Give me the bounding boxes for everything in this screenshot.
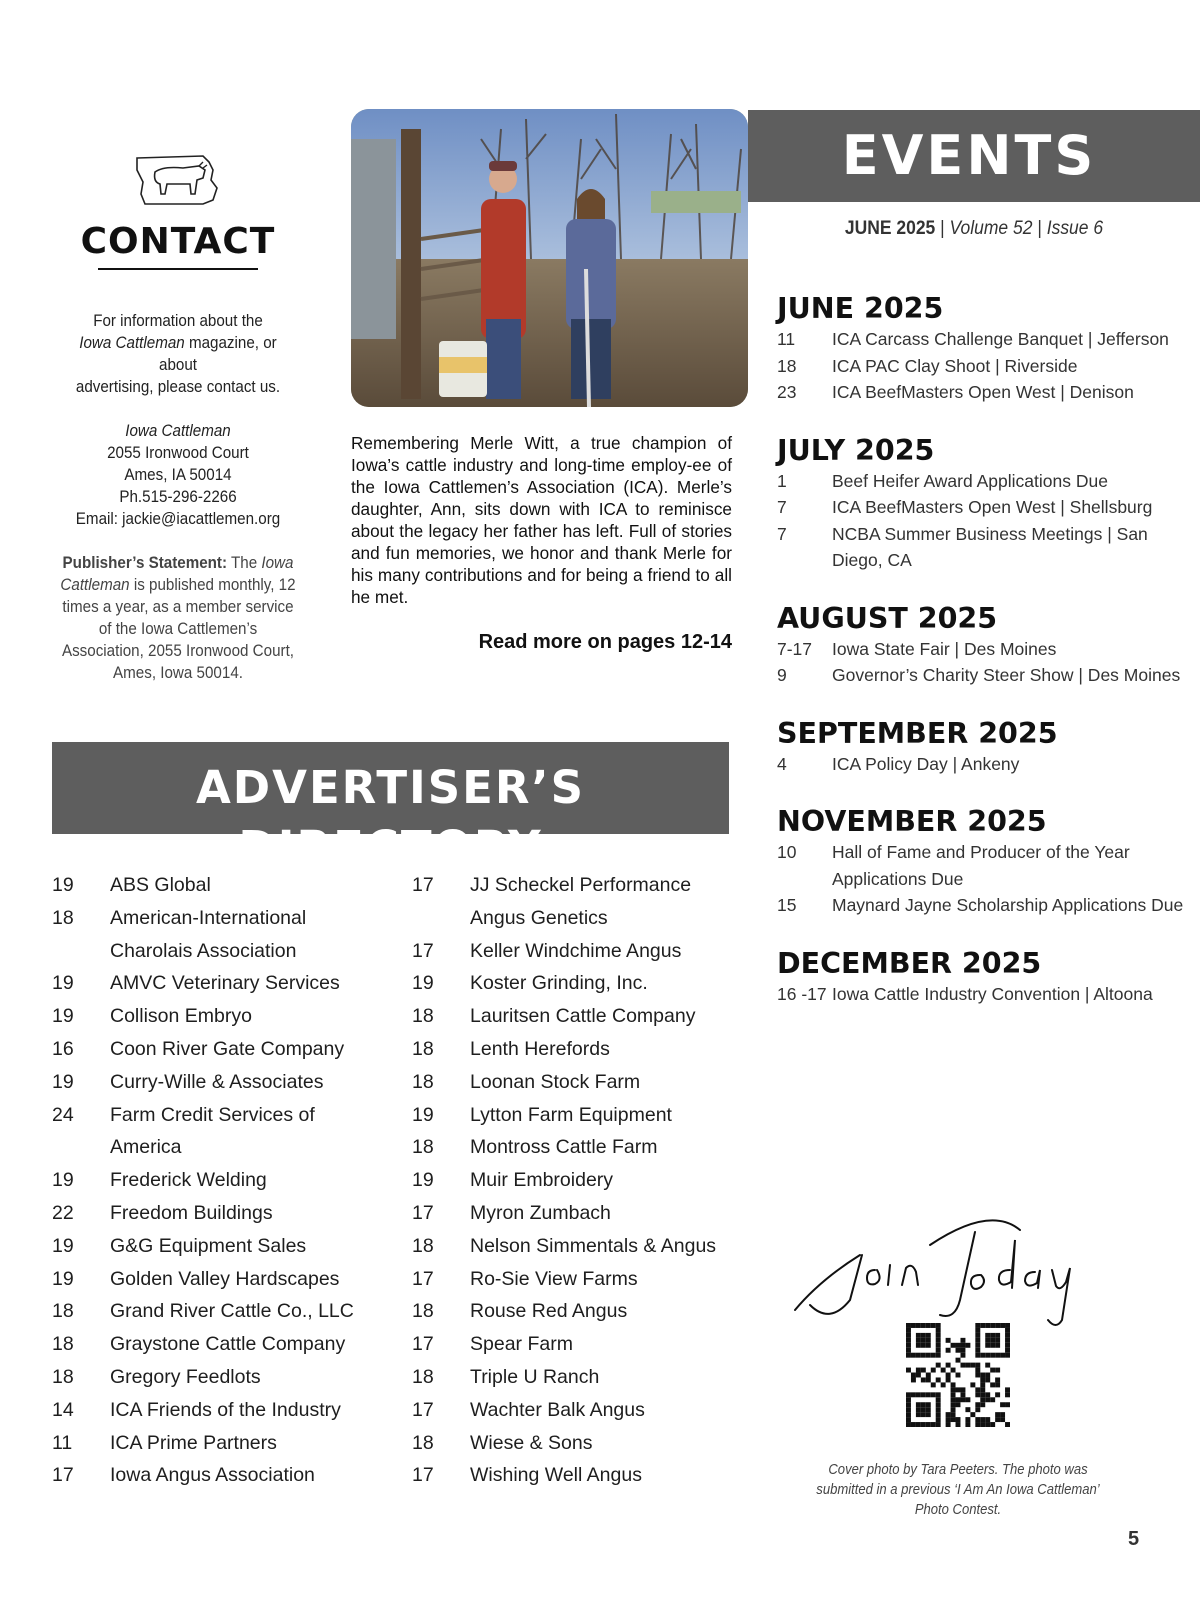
directory-row [52, 1361, 372, 1394]
directory-advertiser-name: Rouse Red Angus [470, 1300, 628, 1323]
directory-page-number: 24 [52, 1103, 74, 1126]
directory-advertiser-name: ICA Prime Partners [110, 1431, 277, 1454]
directory-row [52, 1263, 372, 1296]
directory-row [412, 935, 742, 968]
directory-row [52, 1164, 372, 1197]
contact-email[interactable]: Email: jackie@iacattlemen.org [75, 510, 281, 528]
events-header-bar [748, 110, 1200, 202]
join-today-script-graphic [790, 1210, 1120, 1330]
directory-row [52, 902, 372, 968]
directory-row [412, 1459, 742, 1492]
directory-page-number: 19 [52, 1005, 74, 1028]
directory-advertiser-name: Spear Farm [470, 1333, 573, 1356]
directory-advertiser-name: Coon River Gate Company [110, 1037, 345, 1060]
event-text: Hall of Fame and Producer of the Year Applications Due [832, 842, 1130, 889]
directory-row [412, 1295, 742, 1328]
feature-photo [351, 109, 748, 407]
directory-advertiser-name: Frederick Welding [110, 1169, 267, 1192]
issue-separator: | [935, 218, 950, 239]
directory-page-number: 19 [412, 972, 434, 995]
event-item [777, 662, 1187, 689]
directory-row [52, 1427, 372, 1460]
feature-caption: Remembering Merle Witt, a true champion of Iowa’s cattle industry and long-time employ-ee of the Iowa Cattlemen’s Association (ICA). Merle’s daughter, Ann, sits down with ICA to reminisce about the legacy her father has left. Full of stories and fun memories, we honor and thank Merle for his many contributions and for being a friend to all he met. [351, 433, 732, 607]
directory-row [412, 1427, 742, 1460]
event-item [777, 468, 1187, 495]
event-day: 4 [777, 753, 787, 774]
month-heading: DECEMBER 2025 [777, 946, 1042, 980]
directory-advertiser-name: Koster Grinding, Inc. [470, 972, 648, 995]
directory-page-number: 17 [412, 1267, 434, 1290]
directory-page-number: 18 [52, 1300, 74, 1323]
contact-intro-line1: For information about the [93, 312, 263, 330]
directory-advertiser-name: Keller Windchime Angus [470, 939, 682, 962]
directory-page-number: 18 [412, 1234, 434, 1257]
cover-photo-credit: Cover photo by Tara Peeters. The photo was submitted in a previous ‘I Am An Iowa Cattleman’ Photo Contest. [816, 1462, 1100, 1518]
event-month-june [777, 292, 1187, 406]
directory-page-number: 17 [52, 1464, 74, 1487]
directory-page-number: 18 [52, 906, 74, 929]
directory-advertiser-name: Curry-Wille & Associates [110, 1070, 324, 1093]
directory-advertiser-name: Wishing Well Angus [470, 1464, 642, 1487]
event-item [777, 326, 1187, 353]
directory-page-number: 18 [412, 1037, 434, 1060]
event-month-july [777, 434, 1187, 574]
issue-volume: Volume 52 [949, 218, 1033, 239]
directory-page-number: 17 [412, 1201, 434, 1224]
event-text: Beef Heifer Award Applications Due [832, 470, 1108, 491]
event-text: ICA PAC Clay Shoot | Riverside [832, 355, 1078, 376]
iowa-cattle-logo-icon [133, 150, 223, 210]
event-item [777, 839, 1187, 892]
event-text: ICA BeefMasters Open West | Denison [832, 382, 1134, 402]
directory-advertiser-name: Wiese & Sons [470, 1431, 593, 1454]
event-day: 7 [777, 523, 787, 544]
directory-advertiser-name: Ro-Sie View Farms [470, 1267, 638, 1290]
directory-page-number: 18 [412, 1431, 434, 1454]
event-text: ICA Policy Day | Ankeny [832, 753, 1020, 774]
directory-page-number: 14 [52, 1398, 74, 1421]
directory-advertiser-name: Lytton Farm Equipment [470, 1103, 672, 1126]
contact-intro-line2: magazine, or about [158, 334, 277, 374]
directory-row [412, 1066, 742, 1099]
directory-row [412, 1164, 742, 1197]
directory-row [412, 1033, 742, 1066]
month-heading: JUNE 2025 [777, 292, 944, 325]
directory-advertiser-name: ABS Global [110, 874, 211, 896]
contact-section [48, 150, 308, 684]
event-day: 15 [777, 895, 797, 915]
event-item [777, 379, 1187, 406]
directory-page-number: 11 [52, 1431, 73, 1454]
directory-row [412, 1361, 742, 1394]
directory-page-number: 18 [52, 1365, 74, 1388]
directory-row [52, 1033, 372, 1066]
event-text: ICA Carcass Challenge Banquet | Jefferson [832, 329, 1169, 349]
directory-row [52, 967, 372, 1000]
event-day: 7-17 [777, 638, 813, 659]
contact-title: CONTACT [80, 221, 276, 262]
event-month-december [777, 947, 1187, 1008]
event-month-august [777, 602, 1187, 689]
directory-page-number: 18 [52, 1333, 74, 1356]
event-item [777, 353, 1187, 380]
directory-advertiser-name: Lenth Herefords [470, 1037, 610, 1060]
directory-advertiser-name: AMVC Veterinary Services [110, 972, 340, 995]
directory-column-1 [52, 869, 372, 1492]
event-item [777, 981, 1187, 1008]
directory-row [52, 1394, 372, 1427]
event-day: 9 [777, 665, 787, 685]
directory-page-number: 19 [412, 1103, 434, 1126]
read-more-link[interactable]: Read more on pages 12-14 [478, 631, 732, 653]
directory-advertiser-name: Graystone Cattle Company [110, 1333, 346, 1356]
directory-page-number: 18 [412, 1005, 434, 1028]
issue-separator-2: | [1032, 218, 1047, 239]
contact-org: Iowa Cattleman [125, 422, 231, 440]
directory-advertiser-name: Montross Cattle Farm [470, 1136, 658, 1159]
directory-advertiser-name: Farm Credit Services of America [110, 1103, 315, 1159]
event-text: NCBA Summer Business Meetings | San Diego, CA [832, 523, 1148, 570]
month-heading: AUGUST 2025 [777, 601, 998, 635]
directory-advertiser-name: Freedom Buildings [110, 1201, 273, 1224]
event-item [777, 521, 1187, 574]
events-list [777, 292, 1187, 1035]
directory-advertiser-name: Gregory Feedlots [110, 1365, 261, 1388]
event-day: 16 -17 [777, 983, 827, 1004]
publisher-statement [58, 552, 297, 684]
event-item [777, 751, 1187, 778]
publisher-label: Publisher’s Statement: [62, 554, 228, 572]
contact-intro-line3: advertising, please contact us. [75, 378, 281, 396]
event-month-september [777, 717, 1187, 778]
directory-row [52, 1099, 372, 1165]
directory-row [412, 1394, 742, 1427]
issue-info [766, 218, 1182, 240]
events-title: EVENTS [841, 124, 1097, 187]
event-item [777, 636, 1187, 663]
directory-row [52, 1459, 372, 1492]
directory-advertiser-name: Muir Embroidery [470, 1169, 614, 1192]
directory-row [52, 1230, 372, 1263]
directory-row [52, 869, 372, 902]
directory-page-number: 19 [52, 1169, 74, 1192]
contact-address2: Ames, IA 50014 [124, 466, 232, 484]
directory-page-number: 19 [52, 1070, 74, 1093]
directory-page-number: 18 [412, 1300, 434, 1323]
month-heading: JULY 2025 [777, 433, 935, 467]
directory-page-number: 16 [52, 1037, 74, 1060]
directory-page-number: 18 [412, 1365, 434, 1388]
directory-row [412, 1131, 742, 1164]
advertiser-directory-header-bar [52, 742, 729, 874]
directory-page-number: 19 [52, 874, 74, 896]
directory-row [412, 967, 742, 1000]
directory-row [412, 869, 742, 935]
month-heading: SEPTEMBER 2025 [777, 716, 1058, 750]
directory-row [52, 1000, 372, 1033]
directory-page-number: 17 [412, 939, 434, 962]
directory-advertiser-name: American-International Charolais Association [110, 906, 307, 962]
directory-page-number: 19 [52, 1267, 74, 1290]
contact-intro [58, 310, 297, 398]
contact-intro-magazine: Iowa Cattleman [79, 334, 185, 352]
directory-advertiser-name: Lauritsen Cattle Company [470, 1005, 696, 1028]
directory-row [412, 1099, 742, 1132]
directory-advertiser-name: Iowa Angus Association [110, 1464, 315, 1487]
directory-advertiser-name: Myron Zumbach [470, 1201, 611, 1224]
directory-page-number: 22 [52, 1201, 74, 1224]
directory-row [412, 1230, 742, 1263]
directory-advertiser-name: Golden Valley Hardscapes [110, 1267, 340, 1290]
directory-row [52, 1066, 372, 1099]
directory-advertiser-name: Loonan Stock Farm [470, 1070, 641, 1093]
event-text: Maynard Jayne Scholarship Applications Due [832, 895, 1184, 915]
directory-row [52, 1197, 372, 1230]
directory-page-number: 18 [412, 1070, 434, 1093]
directory-page-number: 17 [412, 1333, 434, 1356]
directory-column-2 [412, 869, 742, 1492]
event-item [777, 892, 1187, 919]
contact-address [58, 420, 297, 530]
event-text: Iowa Cattle Industry Convention | Altoona [832, 983, 1153, 1004]
contact-phone: Ph.515-296-2266 [119, 488, 237, 506]
event-text: Iowa State Fair | Des Moines [832, 638, 1057, 659]
directory-advertiser-name: Triple U Ranch [470, 1365, 600, 1388]
directory-advertiser-name: Wachter Balk Angus [470, 1398, 645, 1421]
event-day: 18 [777, 355, 797, 376]
issue-date: JUNE 2025 [844, 218, 936, 239]
event-day: 10 [777, 842, 797, 862]
publisher-text-1: The [227, 554, 262, 572]
issue-number: Issue 6 [1046, 218, 1104, 239]
publisher-magazine: Iowa Cattleman [60, 554, 294, 594]
directory-page-number: 18 [412, 1136, 434, 1159]
feature-photo-image [351, 109, 748, 407]
event-day: 7 [777, 497, 787, 517]
directory-advertiser-name: Collison Embryo [110, 1005, 252, 1028]
directory-page-number: 19 [412, 1169, 434, 1192]
directory-advertiser-name: JJ Scheckel Performance Angus Genetics [470, 874, 692, 929]
directory-page-number: 19 [52, 1234, 74, 1257]
directory-advertiser-name: ICA Friends of the Industry [110, 1398, 341, 1421]
directory-row [52, 1328, 372, 1361]
page-number: 5 [1128, 1528, 1140, 1550]
contact-title-underline [98, 268, 258, 270]
directory-advertiser-name: G&G Equipment Sales [110, 1234, 307, 1257]
event-text: ICA BeefMasters Open West | Shellsburg [832, 497, 1153, 517]
directory-row [412, 1328, 742, 1361]
event-day: 23 [777, 382, 797, 402]
month-heading: NOVEMBER 2025 [777, 805, 1047, 838]
event-text: Governor’s Charity Steer Show | Des Moines [832, 665, 1181, 685]
event-day: 1 [777, 470, 787, 491]
contact-address1: 2055 Ironwood Court [107, 444, 249, 462]
directory-row [412, 1197, 742, 1230]
directory-page-number: 17 [412, 1398, 434, 1421]
qr-code-icon[interactable] [906, 1323, 1010, 1427]
directory-row [412, 1263, 742, 1296]
publisher-text-2: is published monthly, 12 times a year, as a member service of the Iowa Cattlemen’s Association, 2055 Ironwood Court, Ames, Iowa 50014. [61, 576, 296, 682]
event-item [777, 494, 1187, 521]
advertiser-directory-title: ADVERTISER’S DIRECTORY [195, 761, 586, 874]
directory-row [52, 1295, 372, 1328]
directory-page-number: 19 [52, 972, 74, 995]
directory-advertiser-name: Nelson Simmentals & Angus [470, 1234, 717, 1257]
directory-advertiser-name: Grand River Cattle Co., LLC [110, 1300, 354, 1323]
directory-row [412, 1000, 742, 1033]
directory-page-number: 17 [412, 874, 434, 896]
event-month-november [777, 805, 1187, 919]
directory-page-number: 17 [412, 1464, 434, 1487]
event-day: 11 [777, 329, 796, 349]
